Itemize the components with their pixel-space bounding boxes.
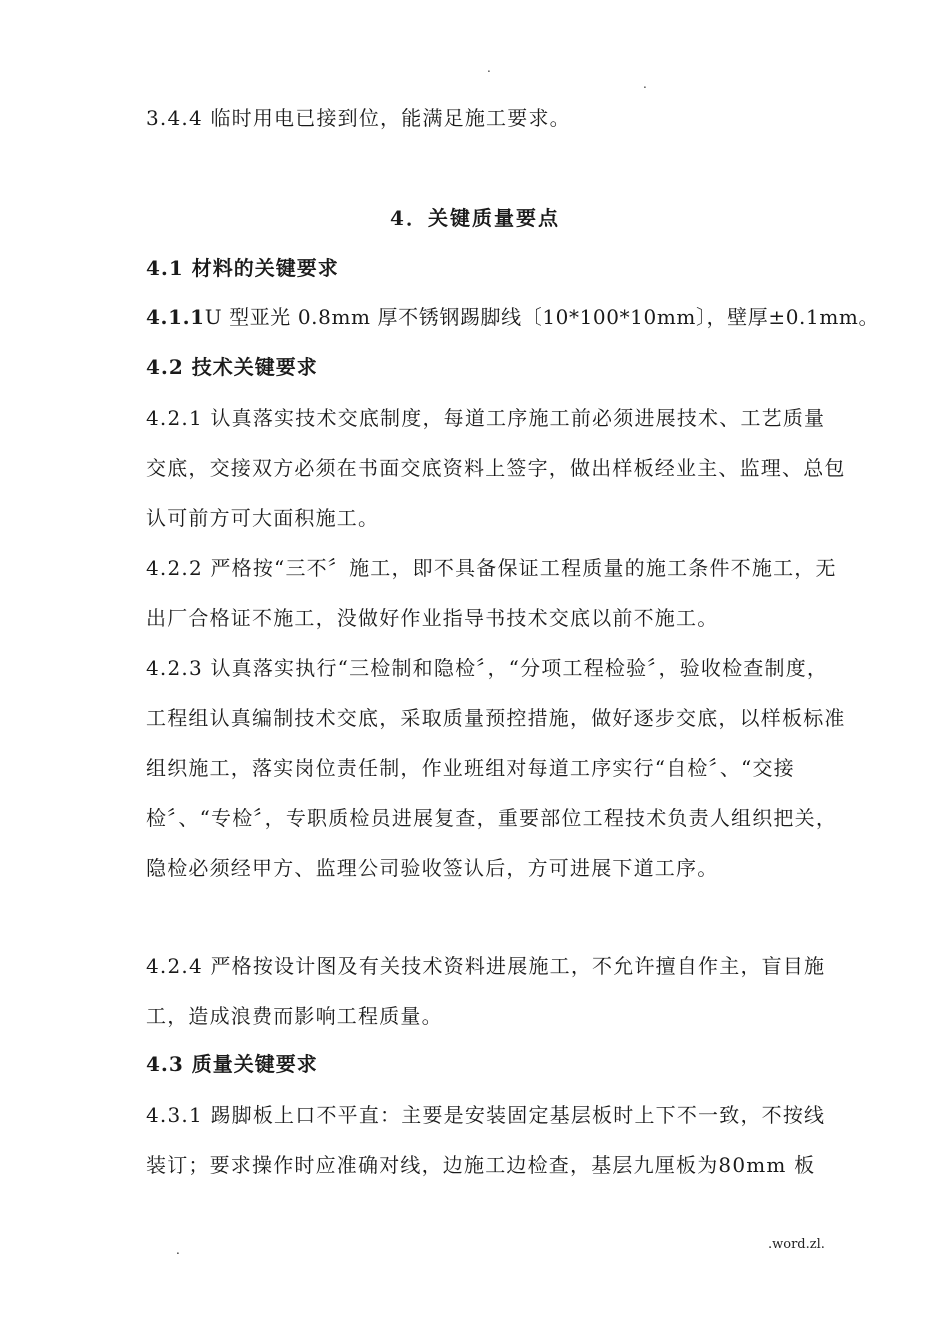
- paragraph-4-2-2: 4.2.2 严格按“三不〞施工，即不具备保证工程质量的施工条件不施工，无出厂合格证不施工，没做好作业指导书技术交底以前不施工。: [146, 556, 837, 630]
- footer-text: .word.zl.: [768, 1237, 825, 1252]
- section-4-2-title: 4.2 技术关键要求: [146, 355, 318, 379]
- paragraph-4-1-1-number: 4.1.1: [146, 305, 205, 329]
- section-4-3-title: 4.3 质量关键要求: [146, 1052, 318, 1076]
- section-4-title: 4．关键质量要点: [390, 206, 560, 230]
- paragraph-4-1-1: [146, 307, 879, 327]
- paragraph-4-2-4: 4.2.4 严格按设计图及有关技术资料进展施工，不允许擅自作主，盲目施工，造成浪费而影响工程质量。: [146, 954, 826, 1028]
- footer-dot: .: [176, 1243, 180, 1257]
- header-dot-right: .: [643, 77, 647, 91]
- paragraph-4-2-1: 4.2.1 认真落实技术交底制度，每道工序施工前必须进展技术、工艺质量交底，交接双方必须在书面交底资料上签字，做出样板经业主、监理、总包认可前方可大面积施工。: [146, 406, 846, 530]
- section-4-1-title: 4.1 材料的关键要求: [146, 256, 339, 280]
- paragraph-4-1-1-text: U 型亚光 0.8mm 厚不锈钢踢脚线〔10*100*10mm〕，壁厚±0.1mm。: [204, 305, 880, 329]
- paragraph-4-2-3: 4.2.3 认真落实执行“三检制和隐检〞，“分项工程检验〞，验收检查制度，工程组认真编制技术交底，采取质量预控措施，做好逐步交底，以样板标准组织施工，落实岗位责任制，作业班组对每道工序实行“自检〞、“交接检〞、“专检〞，专职质检员进展复查，重要部位工程技术负责人组织把关，隐检必须经甲方、监理公司验收签认后，方可进展下道工序。: [146, 656, 846, 880]
- paragraph-4-3-1: 4.3.1 踢脚板上口不平直：主要是安装固定基层板时上下不一致，不按线装订；要求操作时应准确对线，边施工边检查，基层九厘板为80mm 板: [146, 1103, 826, 1177]
- header-dot-left: .: [487, 61, 491, 75]
- paragraph-3-4-4: 3.4.4 临时用电已接到位，能满足施工要求。: [146, 106, 571, 130]
